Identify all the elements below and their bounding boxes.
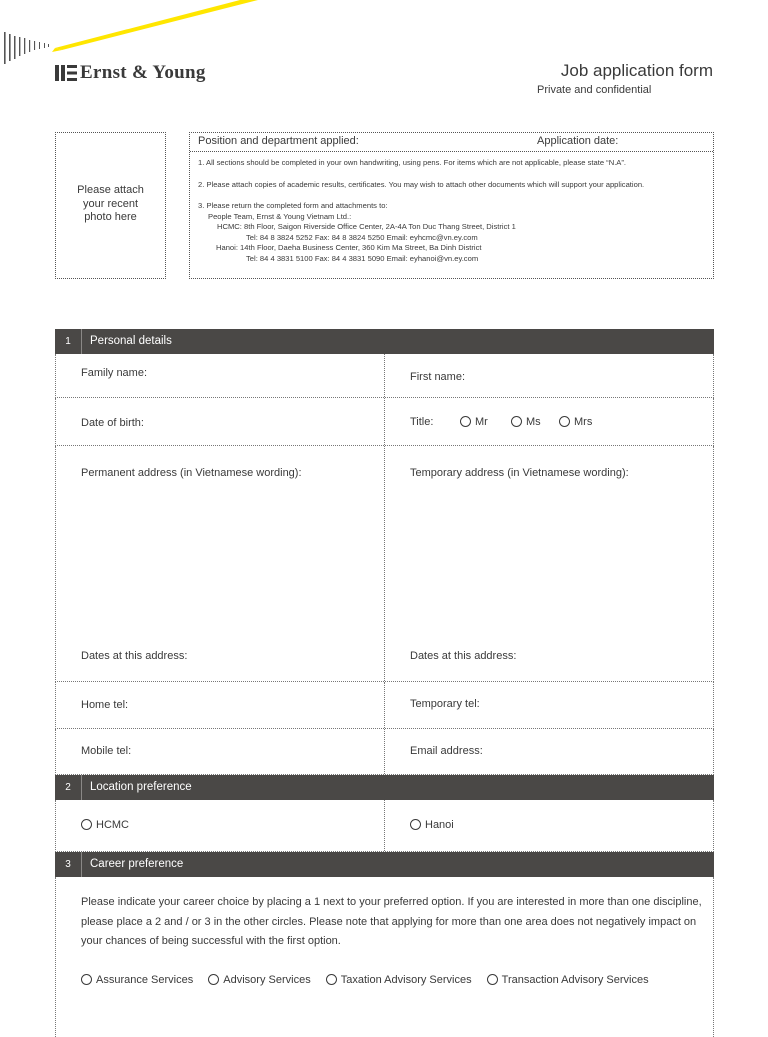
beam-graphic [0,0,260,70]
row-mobile-email [55,729,714,775]
row-addresses [55,446,714,682]
radio-icon[interactable] [326,974,337,985]
instruction-notes [198,158,644,264]
row-tel [55,682,714,729]
location-hcmc-option[interactable]: HCMC [81,819,129,831]
radio-icon[interactable] [208,974,219,985]
section-3-title: Career preference [90,858,184,870]
row-dob-title [55,398,714,446]
radio-icon[interactable] [559,416,570,427]
hanoi-contact: Tel: 84 4 3831 5100 Fax: 84 4 3831 5090 Email: eyhanoi@vn.ey.com [246,253,479,263]
radio-icon[interactable] [410,819,421,830]
career-option-assurance[interactable]: Assurance Services [81,974,193,986]
section-1-header [55,329,714,354]
radio-icon[interactable] [487,974,498,985]
section-2-title: Location preference [90,781,192,793]
temporary-address-field[interactable]: Temporary address (in Vietnamese wording): [410,467,629,479]
note-2: 2. Please attach copies of academic results, certificates. You may wish to attach other documents which will support your application. [198,179,645,189]
radio-icon[interactable] [511,416,522,427]
application-date-label: Application date: [537,135,619,147]
section-2-number: 2 [55,775,82,800]
career-option-taxation[interactable]: Taxation Advisory Services [326,974,472,986]
note-3-org: People Team, Ernst & Young Vietnam Ltd.: [208,211,352,221]
temporary-dates-field[interactable]: Dates at this address: [410,650,517,662]
career-options [81,974,649,986]
hcmc-contact: Tel: 84 8 3824 5252 Fax: 84 8 3824 5250 Email: eyhcmc@vn.ey.com [246,232,478,242]
row-names [55,354,714,398]
section-3-header [55,852,714,877]
radio-icon[interactable] [81,974,92,985]
form-subtitle: Private and confidential [537,84,652,96]
family-name-field[interactable]: Family name: [81,367,148,379]
photo-instructions: Please attach your recent photo here [77,184,144,223]
radio-icon[interactable] [81,819,92,830]
permanent-dates-field[interactable]: Dates at this address: [81,650,188,662]
section-2-header [55,775,714,800]
email-field[interactable]: Email address: [410,745,483,757]
note-3: 3. Please return the completed form and attachments to: [198,201,388,210]
hanoi-address: Hanoi: 14th Floor, Daeha Business Center, 360 Kim Ma Street, Ba Dinh District [216,243,482,252]
permanent-address-field[interactable]: Permanent address (in Vietnamese wording): [81,467,302,479]
section-1-number: 1 [55,329,82,354]
photo-box[interactable] [55,132,166,279]
temporary-tel-field[interactable]: Temporary tel: [410,698,480,710]
company-logo: Ernst & Young [80,62,206,83]
title-mr-option[interactable]: Mr [460,416,488,428]
instructions-box [189,132,714,279]
section-1-title: Personal details [90,335,172,347]
row-career [55,877,714,1037]
row-location [55,800,714,852]
mobile-tel-field[interactable]: Mobile tel: [81,745,132,757]
location-hanoi-option[interactable]: Hanoi [410,819,454,831]
hcmc-address: HCMC: 8th Floor, Saigon Riverside Office Center, 2A-4A Ton Duc Thang Street, District 1 [217,222,516,231]
title-label: Title: [410,416,434,428]
title-mrs-option[interactable]: Mrs [559,416,592,428]
title-ms-option[interactable]: Ms [511,416,541,428]
career-instructions: Please indicate your career choice by placing a 1 next to your preferred option. If you are interested in more than one discipline, please place a 2 and / or 3 in the other circles. Please note that applying for more than one area does not negatively impact on your chances of being successful with the first option. [81,896,702,947]
career-option-advisory[interactable]: Advisory Services [208,974,310,986]
first-name-field[interactable]: First name: [410,371,466,383]
ey-logo-mark [55,65,77,81]
form-title: Job application form [560,61,713,80]
radio-icon[interactable] [460,416,471,427]
note-1: 1. All sections should be completed in your own handwriting, using pens. For items which are not applicable, please state “N.A”. [198,158,627,167]
position-label: Position and department applied: [198,135,359,147]
home-tel-field[interactable]: Home tel: [81,699,129,711]
career-option-transaction[interactable]: Transaction Advisory Services [487,974,649,986]
position-row [190,133,713,152]
section-3-number: 3 [55,852,82,877]
date-of-birth-field[interactable]: Date of birth: [81,417,144,429]
